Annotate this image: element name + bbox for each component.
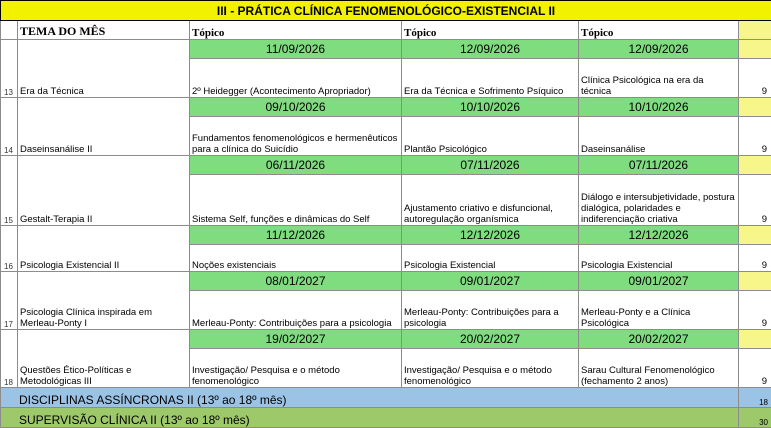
date-row bbox=[1, 98, 771, 117]
topic-cell[interactable]: Investigação/ Pesquisa e o método fenomenológico bbox=[190, 349, 402, 388]
date-cell[interactable]: 09/01/2027 bbox=[402, 272, 579, 291]
topic-cell[interactable]: Clínica Psicológica na era da técnica bbox=[579, 59, 739, 98]
header-topico-2[interactable]: Tópico bbox=[402, 21, 579, 40]
topic-cell[interactable]: Psicologia Existencial bbox=[402, 245, 579, 272]
band-hours[interactable]: 30 bbox=[739, 408, 771, 428]
date-cell[interactable]: 09/10/2026 bbox=[190, 98, 402, 117]
header-topico-3[interactable]: Tópico bbox=[579, 21, 739, 40]
topic-cell[interactable]: Investigação/ Pesquisa e o método fenomenológico bbox=[402, 349, 579, 388]
theme-cell[interactable]: Era da Técnica bbox=[18, 40, 190, 98]
hours-spacer-cell[interactable] bbox=[739, 98, 771, 117]
topic-cell[interactable]: Ajustamento criativo e disfuncional, autoregulação organísmica bbox=[402, 175, 579, 226]
topic-cell[interactable]: Noções existenciais bbox=[190, 245, 402, 272]
date-cell[interactable]: 12/12/2026 bbox=[579, 226, 739, 245]
header-hours-cell[interactable] bbox=[739, 21, 771, 40]
date-cell[interactable]: 12/09/2026 bbox=[402, 40, 579, 59]
topic-cell[interactable]: Diálogo e intersubjetividade, postura dialógica, polaridades e indiferenciação criativa bbox=[579, 175, 739, 226]
theme-cell[interactable]: Psicologia Clínica inspirada em Merleau-Ponty I bbox=[18, 272, 190, 330]
date-cell[interactable]: 10/10/2026 bbox=[579, 98, 739, 117]
date-cell[interactable]: 12/12/2026 bbox=[402, 226, 579, 245]
hours-spacer-cell[interactable] bbox=[739, 40, 771, 59]
row-number[interactable]: 16 bbox=[1, 226, 18, 272]
date-cell[interactable]: 08/01/2027 bbox=[190, 272, 402, 291]
hours-cell[interactable]: 9 bbox=[739, 59, 771, 98]
theme-cell[interactable]: Questões Ético-Políticas e Metodológicas III bbox=[18, 330, 190, 388]
date-row bbox=[1, 156, 771, 175]
date-row bbox=[1, 226, 771, 245]
hours-spacer-cell[interactable] bbox=[739, 156, 771, 175]
row-number[interactable]: 13 bbox=[1, 40, 18, 98]
date-cell[interactable]: 19/02/2027 bbox=[190, 330, 402, 349]
topic-cell[interactable]: Merleau-Ponty: Contribuições para a psicologia bbox=[190, 291, 402, 330]
date-cell[interactable]: 07/11/2026 bbox=[402, 156, 579, 175]
header-tema[interactable]: TEMA DO MÊS bbox=[18, 21, 190, 40]
topic-cell[interactable]: Daseinsanálise bbox=[579, 117, 739, 156]
row-number[interactable]: 18 bbox=[1, 330, 18, 388]
clinical-supervision-row bbox=[1, 408, 771, 428]
date-row bbox=[1, 40, 771, 59]
row-number-header bbox=[1, 21, 18, 40]
topic-cell[interactable]: Plantão Psicológico bbox=[402, 117, 579, 156]
hours-spacer-cell[interactable] bbox=[739, 226, 771, 245]
hours-cell[interactable]: 9 bbox=[739, 245, 771, 272]
date-cell[interactable]: 20/02/2027 bbox=[402, 330, 579, 349]
date-cell[interactable]: 20/02/2027 bbox=[579, 330, 739, 349]
topic-cell[interactable]: 2º Heidegger (Acontecimento Apropriador) bbox=[190, 59, 402, 98]
date-cell[interactable]: 11/12/2026 bbox=[190, 226, 402, 245]
header-topico-1[interactable]: Tópico bbox=[190, 21, 402, 40]
header-row bbox=[1, 21, 771, 40]
date-cell[interactable]: 09/01/2027 bbox=[579, 272, 739, 291]
topic-cell[interactable]: Merleau-Ponty e a Clínica Psicológica bbox=[579, 291, 739, 330]
hours-cell[interactable]: 9 bbox=[739, 291, 771, 330]
topic-cell[interactable]: Era da Técnica e Sofrimento Psíquico bbox=[402, 59, 579, 98]
theme-cell[interactable]: Psicologia Existencial II bbox=[18, 226, 190, 272]
row-number[interactable]: 17 bbox=[1, 272, 18, 330]
hours-cell[interactable]: 9 bbox=[739, 349, 771, 388]
date-cell[interactable]: 11/09/2026 bbox=[190, 40, 402, 59]
date-cell[interactable]: 10/10/2026 bbox=[402, 98, 579, 117]
band-label[interactable]: SUPERVISÃO CLÍNICA II (13º ao 18º mês) bbox=[1, 408, 739, 428]
row-number[interactable]: 15 bbox=[1, 156, 18, 226]
row-number[interactable]: 14 bbox=[1, 98, 18, 156]
date-row bbox=[1, 272, 771, 291]
hours-cell[interactable]: 9 bbox=[739, 175, 771, 226]
theme-cell[interactable]: Gestalt-Terapia II bbox=[18, 156, 190, 226]
topic-cell[interactable]: Fundamentos fenomenológicos e hermenêuticos para a clínica do Suicídio bbox=[190, 117, 402, 156]
hours-spacer-cell[interactable] bbox=[739, 330, 771, 349]
hours-spacer-cell[interactable] bbox=[739, 272, 771, 291]
date-row bbox=[1, 330, 771, 349]
date-cell[interactable]: 12/09/2026 bbox=[579, 40, 739, 59]
band-hours[interactable]: 18 bbox=[739, 388, 771, 408]
date-cell[interactable]: 07/11/2026 bbox=[579, 156, 739, 175]
topic-cell[interactable]: Psicologia Existencial bbox=[579, 245, 739, 272]
topic-cell[interactable]: Merleau-Ponty: Contribuições para a psicologia bbox=[402, 291, 579, 330]
band-label[interactable]: DISCIPLINAS ASSÍNCRONAS II (13º ao 18º mês) bbox=[1, 388, 739, 408]
theme-cell[interactable]: Daseinsanálise II bbox=[18, 98, 190, 156]
topic-cell[interactable]: Sistema Self, funções e dinâmicas do Self bbox=[190, 175, 402, 226]
date-cell[interactable]: 06/11/2026 bbox=[190, 156, 402, 175]
topic-cell[interactable]: Sarau Cultural Fenomenológico (fechamento 2 anos) bbox=[579, 349, 739, 388]
hours-cell[interactable]: 9 bbox=[739, 117, 771, 156]
section-title[interactable]: III - PRÁTICA CLÍNICA FENOMENOLÓGICO-EXISTENCIAL II bbox=[1, 1, 771, 21]
